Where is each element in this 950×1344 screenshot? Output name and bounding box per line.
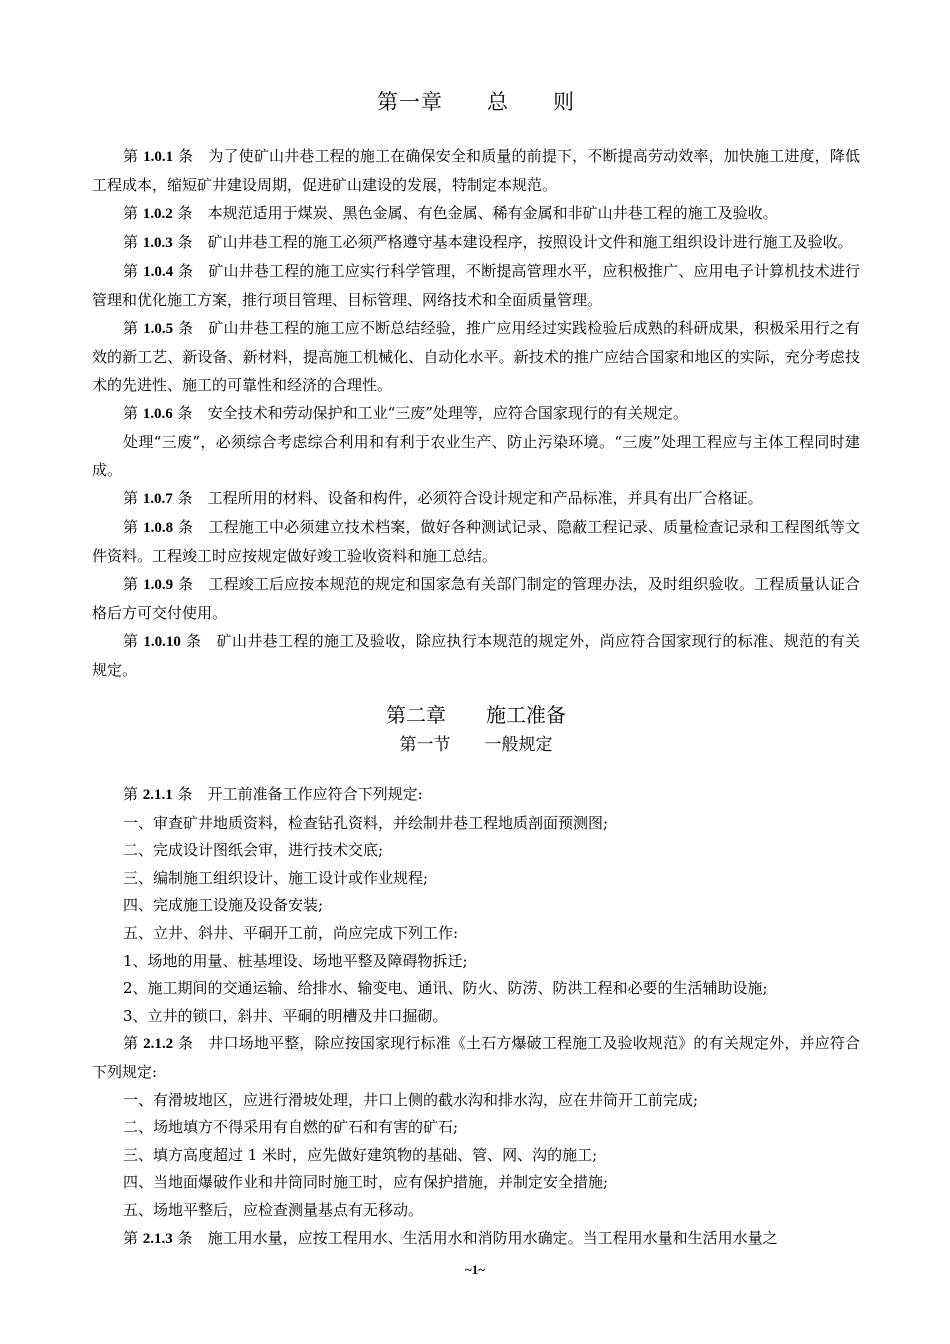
list-item: 一、审查矿井地质资料，检查钻孔资料，并绘制井巷工程地质剖面预测图; bbox=[123, 813, 609, 832]
list-item: 3、立井的锁口，斜井、平硐的明槽及井口掘砌。 bbox=[123, 1006, 448, 1025]
list-item: 2、施工期间的交通运输、给排水、输变电、通讯、防火、防涝、防洪工程和必要的生活辅助设施; bbox=[123, 979, 768, 998]
clause-1-0-1: 第 1.0.1 条 为了使矿山井巷工程的施工在确保安全和质量的前提下，不断提高劳动效率，加快施工进度，降低工程成本，缩短矿井建设周期，促进矿山建设的发展，特制定本规范。 bbox=[92, 147, 860, 194]
list-item: 一、有滑坡地区，应进行滑坡处理，井口上侧的截水沟和排水沟，应在井筒开工前完成; bbox=[123, 1090, 699, 1109]
clause-1-0-6: 第 1.0.6 条 安全技术和劳动保护和工业“三废”处理等，应符合国家现行的有关规定。 bbox=[123, 404, 688, 422]
list-item: 五、立井、斜井、平硐开工前，尚应完成下列工作: bbox=[123, 923, 459, 942]
list-item: 四、当地面爆破作业和井筒同时施工时，应有保护措施，并制定安全措施; bbox=[123, 1173, 609, 1192]
clause-2-1-1: 第 2.1.1 条 开工前准备工作应符合下列规定: bbox=[123, 785, 423, 803]
list-item: 二、场地填方不得采用有自燃的矿石和有害的矿石; bbox=[123, 1118, 459, 1137]
list-item: 1、场地的用量、桩基埋设、场地平整及障碍物拆迁; bbox=[123, 951, 468, 970]
chapter-1-title: 第一章 总 则 bbox=[377, 90, 575, 114]
clause-1-0-2: 第 1.0.2 条 本规范适用于煤炭、黑色金属、有色金属、稀有金属和非矿山井巷工程的施工及验收。 bbox=[123, 204, 778, 222]
chapter-2-title: 第二章 施工准备 bbox=[386, 703, 566, 727]
clause-2-1-2: 第 2.1.2 条 井口场地平整，除应按国家现行标准《土石方爆破工程施工及验收规范》的有关规定外，并应符合下列规定: bbox=[92, 1034, 860, 1081]
clause-1-0-4: 第 1.0.4 条 矿山井巷工程的施工应实行科学管理，不断提高管理水平，应积极推广、应用电子计算机技术进行管理和优化施工方案，推行项目管理、目标管理、网络技术和全面质量管理。 bbox=[92, 262, 860, 309]
list-item: 三、填方高度超过 1 米时，应先做好建筑物的基础、管、网、沟的施工; bbox=[123, 1145, 598, 1164]
clause-1-0-10: 第 1.0.10 条 矿山井巷工程的施工及验收，除应执行本规范的规定外，尚应符合国家现行的标准、规范的有关规定。 bbox=[92, 632, 860, 679]
clause-1-0-3: 第 1.0.3 条 矿山井巷工程的施工必须严格遵守基本建设程序，按照设计文件和施工组织设计进行施工及验收。 bbox=[123, 233, 853, 251]
list-item: 二、完成设计图纸会审，进行技术交底; bbox=[123, 841, 384, 860]
list-item: 三、编制施工组织设计、施工设计或作业规程; bbox=[123, 868, 429, 887]
clause-2-1-3: 第 2.1.3 条 施工用水量，应按工程用水、生活用水和消防用水确定。当工程用水量和生活用水量之 bbox=[123, 1228, 778, 1247]
clause-1-0-9: 第 1.0.9 条 工程竣工后应按本规范的规定和国家急有关部门制定的管理办法，及时组织验收。工程质量认证合格后方可交付使用。 bbox=[92, 575, 860, 622]
clause-1-0-5: 第 1.0.5 条 矿山井巷工程的施工应不断总结经验，推广应用经过实践检验后成熟的科研成果，积极采用行之有效的新工艺、新设备、新材料，提高施工机械化、自动化水平。新技术的推广应结合国家和地区的实际，充分考虑技术的先进性、施工的可靠性和经济的合理性。 bbox=[92, 319, 860, 394]
section-1-title: 第一节 一般规定 bbox=[399, 735, 553, 755]
clause-1-0-6-note: 处理“三废”，必须综合考虑综合利用和有利于农业生产、防止污染环境。“三废”处理工程应与主体工程同时建成。 bbox=[92, 433, 860, 479]
list-item: 五、场地平整后，应检查测量基点有无移动。 bbox=[123, 1200, 424, 1219]
chapter-2-body bbox=[92, 781, 860, 1253]
clause-1-0-8: 第 1.0.8 条 工程施工中必须建立技术档案，做好各种测试记录、隐蔽工程记录、质量检查记录和工程图纸等文件资料。工程竣工时应按规定做好竣工验收资料和施工总结。 bbox=[92, 518, 860, 565]
chapter-1-body bbox=[92, 142, 860, 684]
clause-1-0-7: 第 1.0.7 条 工程所用的材料、设备和构件，必须符合设计规定和产品标准，并具有出厂合格证。 bbox=[123, 489, 763, 507]
page-number: ~1~ bbox=[464, 1262, 486, 1277]
list-item: 四、完成施工设施及设备安装; bbox=[123, 896, 324, 915]
